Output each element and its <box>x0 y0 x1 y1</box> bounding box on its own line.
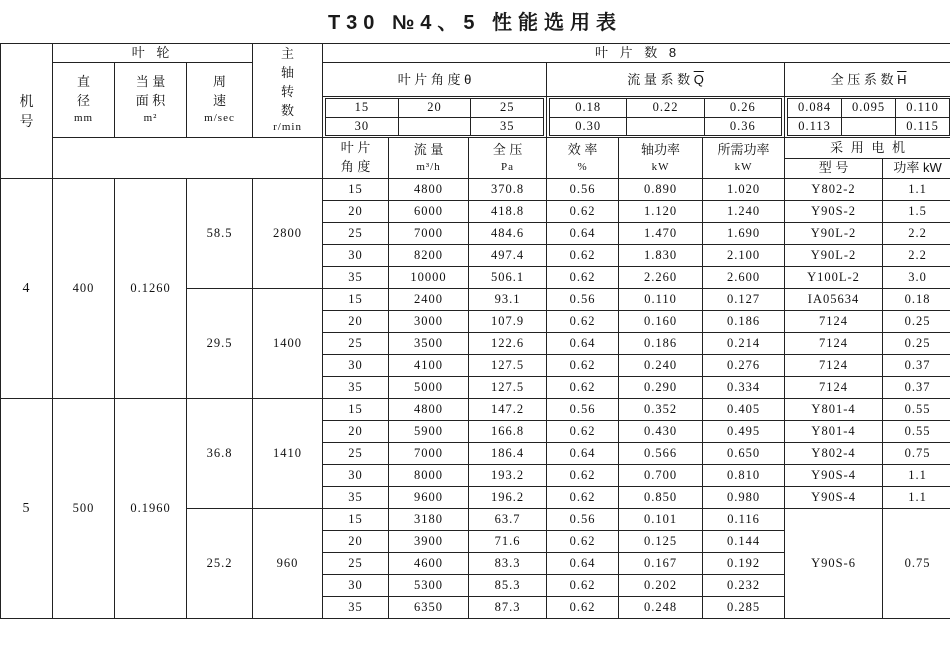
cell-diameter: 500 <box>53 399 115 619</box>
cell-blade-angle: 30 <box>323 245 389 267</box>
header-row-groups <box>1 44 950 63</box>
cell-shaft-power: 2.260 <box>619 267 703 289</box>
cell-motor-model: Y90S-4 <box>785 465 883 487</box>
cell-required-power: 0.650 <box>703 443 785 465</box>
header-col-motor-group: 采 用 电 机 <box>785 138 950 158</box>
cell-efficiency: 0.62 <box>547 421 619 443</box>
cell-efficiency: 0.62 <box>547 355 619 377</box>
cell-flow: 5900 <box>389 421 469 443</box>
cell-flow: 6000 <box>389 201 469 223</box>
cell-efficiency: 0.56 <box>547 179 619 201</box>
cell-required-power: 0.116 <box>703 509 785 531</box>
cell-efficiency: 0.62 <box>547 575 619 597</box>
cell-blade-angle: 35 <box>323 377 389 399</box>
cell-shaft-power: 0.700 <box>619 465 703 487</box>
header-impeller-group: 叶 轮 <box>53 44 253 63</box>
cell-blade-angle: 15 <box>323 289 389 311</box>
cell-equivalent-area: 0.1260 <box>115 179 187 399</box>
cell-shaft-power: 0.850 <box>619 487 703 509</box>
cell-motor-model: Y801-4 <box>785 421 883 443</box>
cell-required-power: 0.285 <box>703 597 785 619</box>
cell-required-power: 0.810 <box>703 465 785 487</box>
cell-shaft-power: 0.248 <box>619 597 703 619</box>
header-peripheral-speed-unit: m/sec <box>204 112 235 125</box>
cell-total-pressure: 122.6 <box>469 333 547 355</box>
header-col-shaft-power: 轴功率 kW <box>619 138 703 179</box>
cell-motor-power: 1.1 <box>883 487 950 509</box>
pressure-coefficient-value: 0.084 <box>788 99 842 118</box>
cell-flow: 8200 <box>389 245 469 267</box>
cell-blade-angle: 15 <box>323 399 389 421</box>
cell-required-power: 0.405 <box>703 399 785 421</box>
cell-shaft-speed: 1400 <box>253 289 323 399</box>
cell-flow: 4800 <box>389 179 469 201</box>
cell-total-pressure: 127.5 <box>469 355 547 377</box>
cell-shaft-power: 0.430 <box>619 421 703 443</box>
header-col-efficiency: 效 率 % <box>547 138 619 179</box>
cell-total-pressure: 71.6 <box>469 531 547 553</box>
cell-required-power: 0.127 <box>703 289 785 311</box>
cell-total-pressure: 87.3 <box>469 597 547 619</box>
table-row <box>1 399 950 421</box>
cell-required-power: 0.495 <box>703 421 785 443</box>
cell-efficiency: 0.62 <box>547 201 619 223</box>
cell-motor-power: 0.55 <box>883 421 950 443</box>
cell-motor-power: 0.75 <box>883 443 950 465</box>
cell-motor-model: 7124 <box>785 377 883 399</box>
cell-required-power: 1.240 <box>703 201 785 223</box>
header-col-speed-spacer <box>187 138 253 179</box>
cell-total-pressure: 418.8 <box>469 201 547 223</box>
cell-peripheral-speed: 29.5 <box>187 289 253 399</box>
cell-shaft-power: 1.120 <box>619 201 703 223</box>
cell-blade-angle: 30 <box>323 465 389 487</box>
cell-required-power: 0.980 <box>703 487 785 509</box>
cell-total-pressure: 85.3 <box>469 575 547 597</box>
cell-flow: 3180 <box>389 509 469 531</box>
cell-motor-model: Y90S-2 <box>785 201 883 223</box>
cell-machine-no: 4 <box>1 179 53 399</box>
cell-blade-angle: 15 <box>323 509 389 531</box>
cell-total-pressure: 186.4 <box>469 443 547 465</box>
cell-blade-angle: 35 <box>323 597 389 619</box>
header-flow-coefficient-group: 流 量 系 数 $\overline{Q}$ <box>547 63 785 97</box>
pressure-coefficient-value <box>842 117 896 136</box>
cell-blade-angle: 25 <box>323 333 389 355</box>
cell-efficiency: 0.62 <box>547 377 619 399</box>
cell-shaft-power: 0.110 <box>619 289 703 311</box>
cell-shaft-power: 0.167 <box>619 553 703 575</box>
header-row-subgroups <box>1 63 950 97</box>
pressure-coefficient-value: 0.110 <box>896 99 950 118</box>
header-col-flow: 流 量 m³/h <box>389 138 469 179</box>
cell-shaft-power: 0.186 <box>619 333 703 355</box>
cell-shaft-power: 1.470 <box>619 223 703 245</box>
cell-blade-angle: 35 <box>323 267 389 289</box>
cell-motor-power: 0.25 <box>883 311 950 333</box>
angle-value: 35 <box>471 117 544 136</box>
header-col-motor-power: 功率 kW <box>883 158 950 178</box>
cell-total-pressure: 166.8 <box>469 421 547 443</box>
cell-required-power: 2.600 <box>703 267 785 289</box>
cell-blade-angle: 35 <box>323 487 389 509</box>
pressure-coefficient-value: 0.095 <box>842 99 896 118</box>
angle-value <box>398 117 471 136</box>
cell-motor-power: 0.55 <box>883 399 950 421</box>
cell-required-power: 0.214 <box>703 333 785 355</box>
cell-efficiency: 0.62 <box>547 311 619 333</box>
cell-total-pressure: 506.1 <box>469 267 547 289</box>
header-col-motor-model: 型 号 <box>785 158 883 178</box>
cell-flow: 3500 <box>389 333 469 355</box>
header-col-area-spacer <box>115 138 187 179</box>
cell-motor-power: 0.75 <box>883 509 950 619</box>
cell-motor-power: 0.25 <box>883 333 950 355</box>
cell-efficiency: 0.56 <box>547 289 619 311</box>
flow-coefficient-value: 0.26 <box>704 99 781 118</box>
cell-flow: 4100 <box>389 355 469 377</box>
header-col-shaft-speed-spacer <box>253 138 323 179</box>
cell-motor-power: 0.37 <box>883 355 950 377</box>
cell-efficiency: 0.64 <box>547 333 619 355</box>
header-equivalent-area-unit: m² <box>143 112 158 125</box>
cell-motor-model: 7124 <box>785 311 883 333</box>
cell-equivalent-area: 0.1960 <box>115 399 187 619</box>
header-diameter-unit: mm <box>73 112 94 125</box>
cell-efficiency: 0.64 <box>547 223 619 245</box>
cell-flow: 10000 <box>389 267 469 289</box>
cell-total-pressure: 127.5 <box>469 377 547 399</box>
cell-efficiency: 0.62 <box>547 245 619 267</box>
flow-coefficient-value: 0.18 <box>550 99 627 118</box>
cell-flow: 7000 <box>389 443 469 465</box>
cell-motor-power: 1.1 <box>883 179 950 201</box>
cell-flow: 9600 <box>389 487 469 509</box>
header-peripheral-speed: 周 速 m/sec <box>187 63 253 138</box>
cell-total-pressure: 147.2 <box>469 399 547 421</box>
cell-required-power: 0.144 <box>703 531 785 553</box>
cell-required-power: 1.690 <box>703 223 785 245</box>
header-shaft-speed: 主 轴 转 数 r/min <box>253 44 323 138</box>
cell-motor-power: 2.2 <box>883 223 950 245</box>
header-flow-coefficient-values <box>547 97 785 138</box>
cell-motor-model: IA05634 <box>785 289 883 311</box>
header-blade-angle-values <box>323 97 547 138</box>
cell-motor-model: Y100L-2 <box>785 267 883 289</box>
cell-motor-power: 3.0 <box>883 267 950 289</box>
page-title: T30 №4、5 性能选用表 <box>327 12 623 34</box>
cell-motor-model: Y802-4 <box>785 443 883 465</box>
cell-efficiency: 0.56 <box>547 509 619 531</box>
pressure-coefficient-value: 0.115 <box>896 117 950 136</box>
cell-efficiency: 0.62 <box>547 487 619 509</box>
cell-peripheral-speed: 25.2 <box>187 509 253 619</box>
cell-total-pressure: 193.2 <box>469 465 547 487</box>
flow-coefficient-value <box>627 117 704 136</box>
cell-blade-angle: 20 <box>323 311 389 333</box>
cell-flow: 5300 <box>389 575 469 597</box>
cell-motor-model: Y801-4 <box>785 399 883 421</box>
header-blade-count-group: 叶 片 数 8 <box>323 44 950 63</box>
cell-motor-model: Y90L-2 <box>785 245 883 267</box>
cell-blade-angle: 30 <box>323 355 389 377</box>
cell-required-power: 0.334 <box>703 377 785 399</box>
cell-total-pressure: 370.8 <box>469 179 547 201</box>
cell-efficiency: 0.64 <box>547 443 619 465</box>
cell-motor-power: 0.37 <box>883 377 950 399</box>
cell-shaft-power: 0.240 <box>619 355 703 377</box>
cell-efficiency: 0.56 <box>547 399 619 421</box>
cell-shaft-power: 0.101 <box>619 509 703 531</box>
header-col-required-power: 所需功率 kW <box>703 138 785 179</box>
angle-value: 20 <box>398 99 471 118</box>
cell-efficiency: 0.62 <box>547 531 619 553</box>
cell-required-power: 2.100 <box>703 245 785 267</box>
cell-blade-angle: 25 <box>323 443 389 465</box>
cell-flow: 2400 <box>389 289 469 311</box>
cell-blade-angle: 20 <box>323 201 389 223</box>
header-blade-angle-group: 叶 片 角 度 θ <box>323 63 547 97</box>
cell-motor-model: 7124 <box>785 355 883 377</box>
flow-coefficient-value: 0.30 <box>550 117 627 136</box>
cell-shaft-power: 0.566 <box>619 443 703 465</box>
cell-shaft-speed: 960 <box>253 509 323 619</box>
cell-motor-power: 1.5 <box>883 201 950 223</box>
cell-shaft-power: 0.890 <box>619 179 703 201</box>
cell-motor-power: 2.2 <box>883 245 950 267</box>
angle-value: 25 <box>471 99 544 118</box>
cell-flow: 7000 <box>389 223 469 245</box>
cell-flow: 3000 <box>389 311 469 333</box>
header-machine-no: 机 号 <box>1 44 53 179</box>
header-col-diameter-spacer <box>53 138 115 179</box>
cell-motor-model: Y90S-6 <box>785 509 883 619</box>
cell-shaft-speed: 1410 <box>253 399 323 509</box>
angle-value: 30 <box>326 117 399 136</box>
cell-blade-angle: 25 <box>323 553 389 575</box>
cell-motor-model: Y90L-2 <box>785 223 883 245</box>
cell-flow: 3900 <box>389 531 469 553</box>
cell-motor-model: 7124 <box>785 333 883 355</box>
cell-total-pressure: 484.6 <box>469 223 547 245</box>
cell-required-power: 0.232 <box>703 575 785 597</box>
cell-motor-model: Y802-2 <box>785 179 883 201</box>
cell-blade-angle: 20 <box>323 421 389 443</box>
cell-shaft-power: 0.290 <box>619 377 703 399</box>
header-diameter: 直 径 mm <box>53 63 115 138</box>
table-row <box>1 179 950 201</box>
cell-total-pressure: 93.1 <box>469 289 547 311</box>
cell-required-power: 0.186 <box>703 311 785 333</box>
cell-shaft-speed: 2800 <box>253 179 323 289</box>
cell-efficiency: 0.62 <box>547 465 619 487</box>
performance-table <box>0 43 950 619</box>
cell-blade-angle: 15 <box>323 179 389 201</box>
cell-efficiency: 0.62 <box>547 267 619 289</box>
cell-diameter: 400 <box>53 179 115 399</box>
cell-shaft-power: 0.202 <box>619 575 703 597</box>
cell-total-pressure: 107.9 <box>469 311 547 333</box>
cell-machine-no: 5 <box>1 399 53 619</box>
cell-blade-angle: 30 <box>323 575 389 597</box>
pressure-coefficient-value: 0.113 <box>788 117 842 136</box>
header-row-columns <box>1 138 950 158</box>
cell-blade-angle: 20 <box>323 531 389 553</box>
cell-flow: 5000 <box>389 377 469 399</box>
header-pressure-coefficient-values <box>785 97 950 138</box>
cell-total-pressure: 63.7 <box>469 509 547 531</box>
cell-motor-model: Y90S-4 <box>785 487 883 509</box>
cell-shaft-power: 0.352 <box>619 399 703 421</box>
cell-required-power: 1.020 <box>703 179 785 201</box>
cell-efficiency: 0.64 <box>547 553 619 575</box>
header-equivalent-area: 当 量 面 积 m² <box>115 63 187 138</box>
cell-shaft-power: 1.830 <box>619 245 703 267</box>
cell-efficiency: 0.62 <box>547 597 619 619</box>
cell-motor-power: 0.18 <box>883 289 950 311</box>
cell-required-power: 0.192 <box>703 553 785 575</box>
angle-value: 15 <box>326 99 399 118</box>
cell-shaft-power: 0.160 <box>619 311 703 333</box>
cell-required-power: 0.276 <box>703 355 785 377</box>
cell-flow: 4600 <box>389 553 469 575</box>
cell-total-pressure: 196.2 <box>469 487 547 509</box>
cell-total-pressure: 83.3 <box>469 553 547 575</box>
header-col-total-pressure: 全 压 Pa <box>469 138 547 179</box>
cell-peripheral-speed: 58.5 <box>187 179 253 289</box>
cell-peripheral-speed: 36.8 <box>187 399 253 509</box>
header-col-blade-angle: 叶 片 角 度 <box>323 138 389 179</box>
flow-coefficient-value: 0.22 <box>627 99 704 118</box>
cell-shaft-power: 0.125 <box>619 531 703 553</box>
flow-coefficient-value: 0.36 <box>704 117 781 136</box>
cell-flow: 4800 <box>389 399 469 421</box>
cell-flow: 6350 <box>389 597 469 619</box>
cell-blade-angle: 25 <box>323 223 389 245</box>
cell-motor-power: 1.1 <box>883 465 950 487</box>
cell-total-pressure: 497.4 <box>469 245 547 267</box>
header-shaft-speed-unit: r/min <box>273 121 302 134</box>
cell-flow: 8000 <box>389 465 469 487</box>
header-pressure-coefficient-group: 全 压 系 数 $\overline{H}$ <box>785 63 950 97</box>
